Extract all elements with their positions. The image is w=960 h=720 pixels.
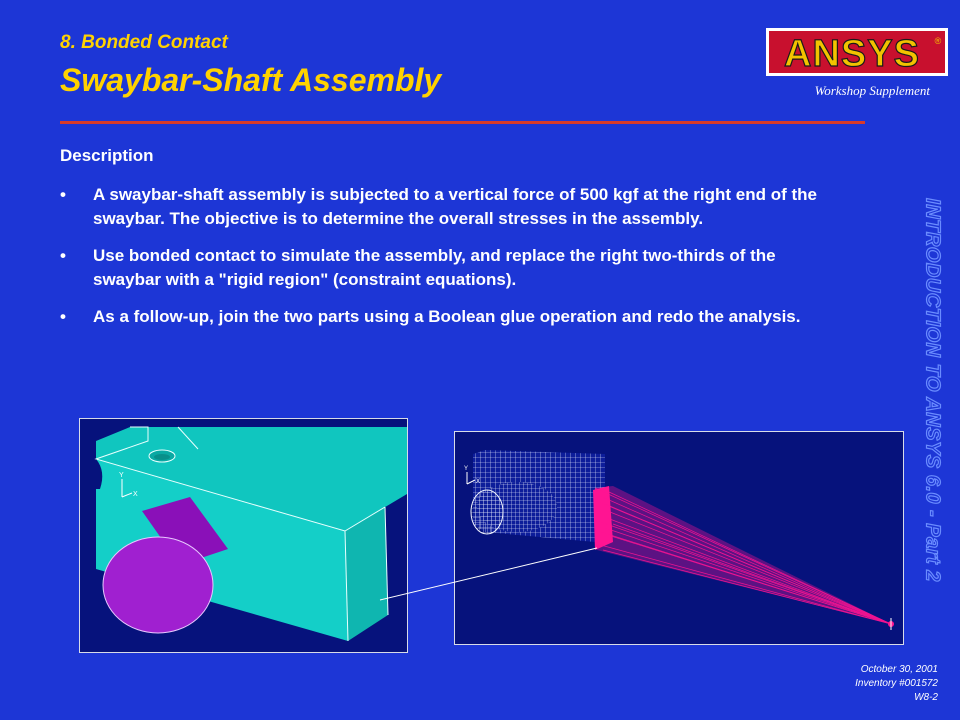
slide-title: Swaybar-Shaft Assembly bbox=[60, 62, 442, 98]
title-rule bbox=[60, 121, 865, 124]
footer-inventory: Inventory #001572 bbox=[855, 678, 938, 689]
bullet-item: • Use bonded contact to simulate the assembly, and replace the right two-thirds of the swaybar with a "rigid region" (constraint equations). bbox=[60, 244, 840, 292]
constraint-fan bbox=[595, 486, 891, 624]
solid-model-figure bbox=[79, 418, 408, 653]
side-course-title bbox=[904, 130, 960, 650]
side-course-title-text: INTRODUCTION TO ANSYS 6.0 - Part 2 bbox=[921, 198, 944, 582]
bolt-hole-inner bbox=[154, 454, 170, 460]
axis-x-label: X bbox=[476, 479, 481, 485]
meshed-shaft-face bbox=[471, 490, 503, 534]
description-bullets bbox=[60, 183, 840, 342]
axis-y-label: Y bbox=[119, 472, 124, 479]
description-heading: Description bbox=[60, 146, 154, 165]
meshed-model-figure bbox=[454, 431, 904, 645]
footer-page-number: W8-2 bbox=[914, 692, 938, 703]
ansys-logo-text: ANSYS bbox=[784, 33, 920, 75]
bullet-item: • A swaybar-shaft assembly is subjected to a vertical force of 500 kgf at the right end of the swaybar. The objective is to determine the overall stresses in the assembly. bbox=[60, 183, 840, 231]
axis-y-label: Y bbox=[464, 466, 469, 472]
slide-footer bbox=[855, 663, 938, 705]
registered-mark: ® bbox=[934, 36, 942, 46]
workshop-label: Workshop Supplement bbox=[814, 83, 930, 98]
ansys-logo bbox=[766, 28, 948, 76]
footer-date: October 30, 2001 bbox=[860, 664, 938, 675]
axis-x-label: X bbox=[133, 491, 138, 498]
slide-subtitle: 8. Bonded Contact bbox=[60, 32, 228, 53]
shaft-end-face bbox=[103, 537, 213, 633]
bullet-item: • As a follow-up, join the two parts using a Boolean glue operation and redo the analysis. bbox=[60, 305, 840, 329]
